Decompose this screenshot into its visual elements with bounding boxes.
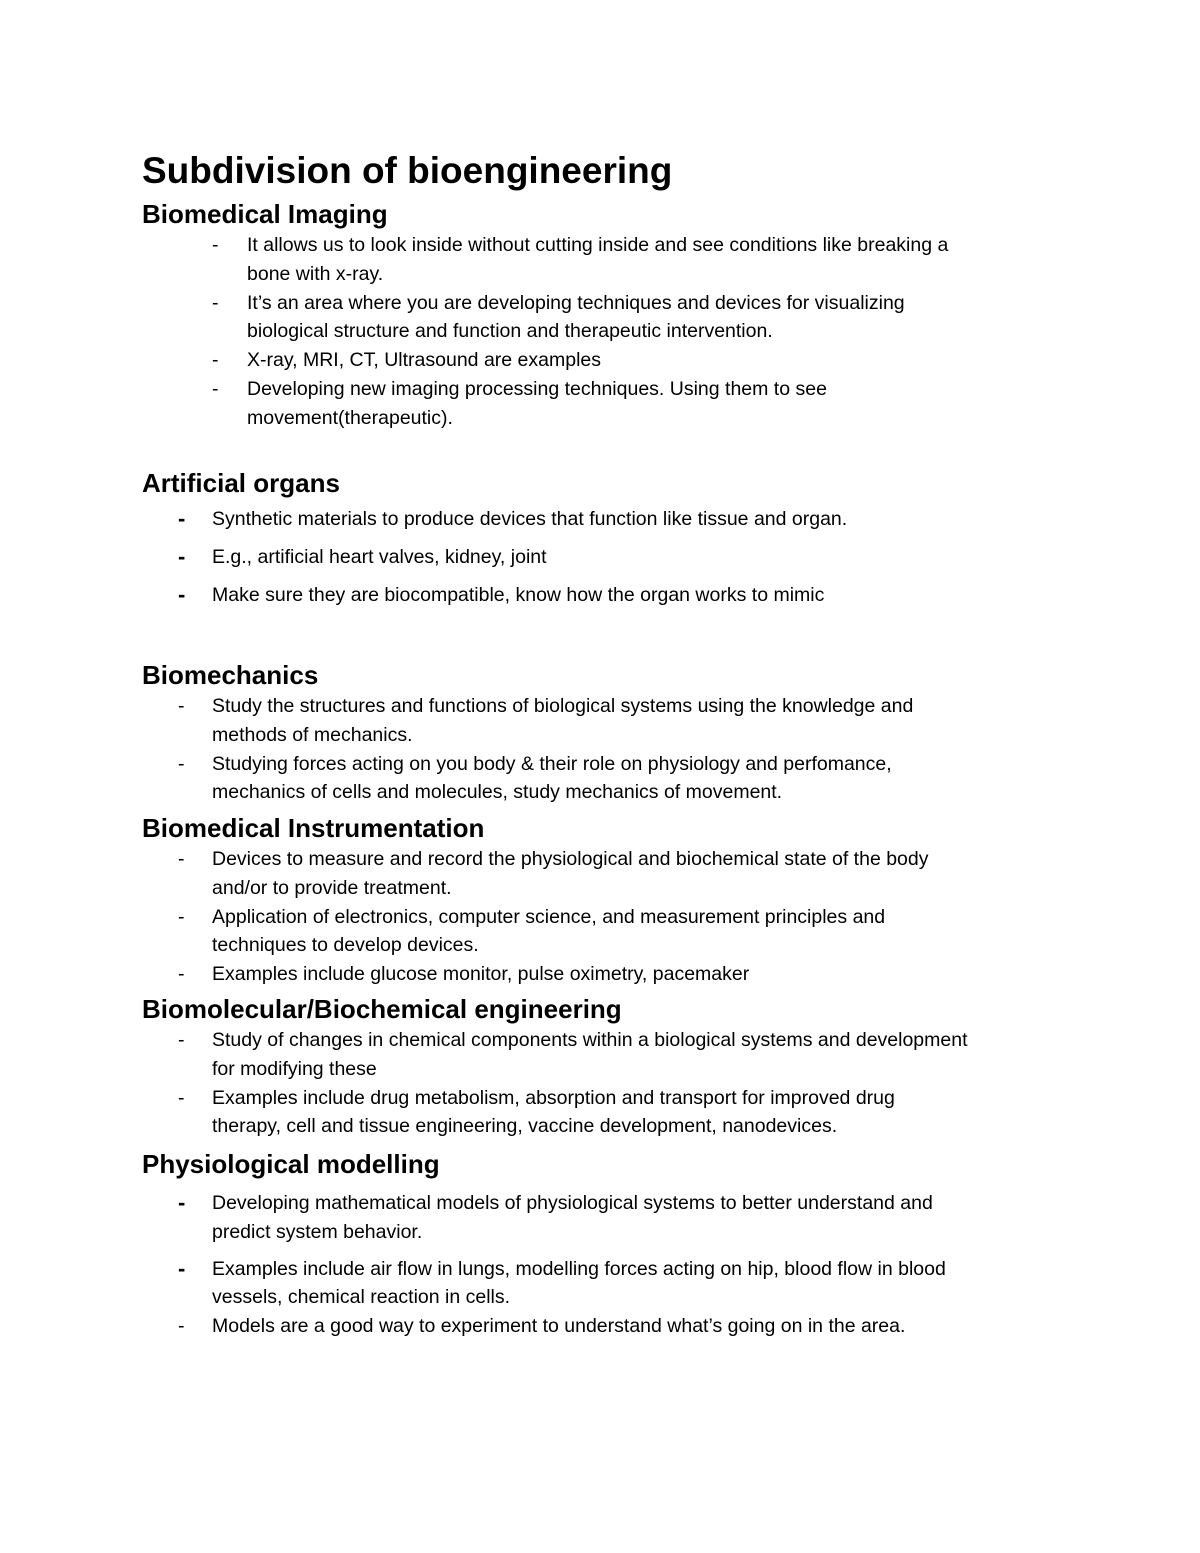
- section-heading: Biomedical Instrumentation: [142, 813, 485, 843]
- dash-bullet: -: [178, 1315, 185, 1338]
- section-physiological-modelling: [142, 1147, 1102, 1341]
- dash-bullet: -: [178, 752, 185, 775]
- dash-bullet: -: [178, 695, 185, 717]
- section-heading: Biomolecular/Biochemical engineering: [142, 994, 622, 1024]
- section-artificial-organs: [142, 466, 1102, 618]
- list-item: - It allows us to look inside without cutting inside and see conditions like breaking a bone with x-ray.: [142, 231, 1102, 289]
- section-heading: Biomedical Imaging: [142, 199, 388, 229]
- list-item: - Developing new imaging processing techniques. Using them to see movement(therapeutic).: [142, 375, 1102, 433]
- section-biomechanics: [142, 658, 1102, 807]
- list-item: - Developing mathematical models of physiological systems to better understand and predict system behavior.: [178, 1190, 933, 1243]
- dash-bullet: -: [178, 963, 185, 986]
- list-item: - Study of changes in chemical components within a biological systems and development for modifying these: [142, 1026, 1102, 1084]
- dash-bullet: -: [212, 377, 219, 400]
- page-title: Subdivision of bioengineering: [142, 150, 673, 191]
- list-item: - Application of electronics, computer science, and measurement principles and techniques to develop devices.: [142, 903, 1102, 961]
- bullet-list: [142, 845, 1102, 989]
- list-item: - Models are a good way to experiment to understand what’s going on in the area.: [142, 1312, 1102, 1341]
- bullet-list: [142, 505, 1102, 609]
- section-heading: Physiological modelling: [142, 1149, 440, 1179]
- list-item: - X-ray, MRI, CT, Ultrasound are examples: [142, 346, 1102, 375]
- dash-bullet: -: [178, 543, 186, 569]
- dash-bullet: -: [212, 291, 219, 314]
- list-item: - Studying forces acting on you body & their role on physiology and perfomance, mechanics of cells and molecules, study mechanics of movement.: [142, 750, 1102, 808]
- section-heading: Biomechanics: [142, 660, 319, 690]
- dash-bullet: -: [178, 506, 186, 531]
- dash-bullet: -: [178, 848, 185, 870]
- bullet-list: [142, 231, 1102, 433]
- dash-bullet: -: [178, 581, 186, 607]
- list-item: - Study the structures and functions of biological systems using the knowledge and methods of mechanics.: [142, 692, 1102, 750]
- section-heading: Artificial organs: [142, 468, 340, 498]
- dash-bullet: -: [178, 905, 185, 928]
- list-item: - Synthetic materials to produce devices that function like tissue and organ.: [142, 505, 1102, 534]
- bullet-list: [142, 1026, 1102, 1141]
- section-biomolecular-engineering: [142, 992, 1102, 1141]
- section-biomedical-imaging: [142, 197, 1102, 433]
- dash-bullet: -: [212, 234, 219, 256]
- list-item: - It’s an area where you are developing techniques and devices for visualizing biological structure and function and therapeutic intervention.: [142, 289, 1102, 347]
- dash-bullet: -: [178, 1029, 185, 1051]
- list-item: - Examples include air flow in lungs, modelling forces acting on hip, blood flow in blood vessels, chemical reaction in cells.: [178, 1255, 946, 1309]
- list-item: - Examples include drug metabolism, absorption and transport for improved drug therapy, cell and tissue engineering, vaccine development, nanodevices.: [142, 1084, 1102, 1142]
- list-item: - Examples include glucose monitor, pulse oximetry, pacemaker: [142, 960, 1102, 989]
- dash-bullet: -: [178, 1190, 186, 1215]
- list-item: - Make sure they are biocompatible, know how the organ works to mimic: [142, 581, 1102, 610]
- dash-bullet: -: [178, 1255, 186, 1281]
- bullet-list: [142, 1189, 1102, 1341]
- section-biomedical-instrumentation: [142, 811, 1102, 989]
- dash-bullet: -: [178, 1086, 185, 1109]
- list-item: - E.g., artificial heart valves, kidney, joint: [142, 543, 1102, 572]
- dash-bullet: -: [212, 349, 219, 372]
- bullet-list: [142, 692, 1102, 807]
- list-item: - Devices to measure and record the physiological and biochemical state of the body and/or to provide treatment.: [142, 845, 1102, 903]
